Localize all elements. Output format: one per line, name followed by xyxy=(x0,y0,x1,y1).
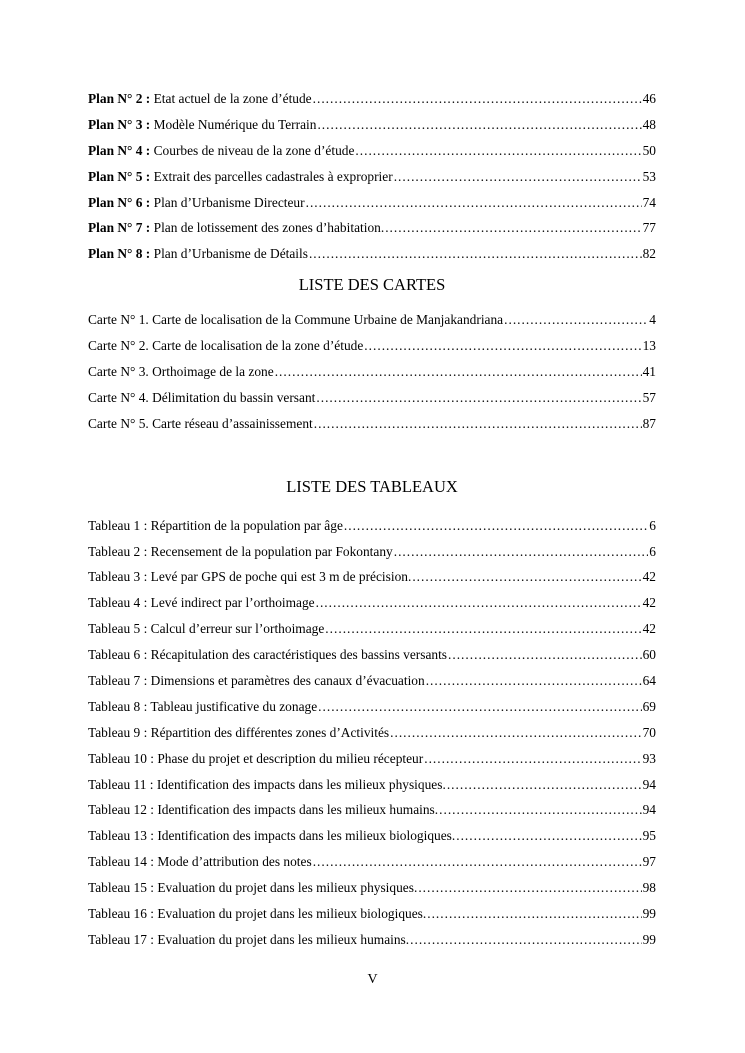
page-footer-number: V xyxy=(367,972,378,987)
tableau-title: Tableau 5 : Calcul d’erreur sur l’orthoimage xyxy=(88,621,325,637)
toc-entry-tableau[interactable] xyxy=(88,668,656,694)
tableau-title: Tableau 14 : Mode d’attribution des notes xyxy=(88,854,312,870)
leader-dots xyxy=(394,164,642,190)
page-number: 6 xyxy=(649,543,656,559)
leader-dots xyxy=(344,513,648,539)
carte-title: Carte N° 4. Délimitation du bassin versant xyxy=(88,389,316,405)
plan-prefix: Plan N° 3 : xyxy=(88,116,151,132)
leader-dots xyxy=(309,241,642,267)
tableau-title: Tableau 13 : Identification des impacts dans les milieux biologiques. xyxy=(88,828,456,844)
page-number: 53 xyxy=(642,168,656,184)
tableau-title: Tableau 3 : Levé par GPS de poche qui est 3 m de précision. xyxy=(88,569,412,585)
page-number: 64 xyxy=(642,673,656,689)
toc-entry-tableau[interactable] xyxy=(88,772,656,798)
plan-prefix: Plan N° 7 : xyxy=(88,220,151,236)
leader-dots xyxy=(355,138,641,164)
leader-dots xyxy=(316,590,642,616)
leader-dots xyxy=(390,720,641,746)
leader-dots xyxy=(427,901,641,927)
toc-entry-tableau[interactable] xyxy=(88,720,656,746)
toc-entry-plan[interactable] xyxy=(88,164,656,190)
leader-dots xyxy=(456,823,641,849)
leader-dots xyxy=(325,616,641,642)
leader-dots xyxy=(448,642,642,668)
tableaux-list xyxy=(88,513,656,953)
page-number: 94 xyxy=(642,776,656,792)
plan-title: Plan d’Urbanisme de Détails xyxy=(153,246,308,262)
tableau-title: Tableau 10 : Phase du projet et description du milieu récepteur xyxy=(88,750,424,766)
toc-entry-plan[interactable] xyxy=(88,190,656,216)
tableau-title: Tableau 4 : Levé indirect par l’orthoimage xyxy=(88,595,315,611)
leader-dots xyxy=(412,564,641,590)
page-number: 42 xyxy=(642,595,656,611)
toc-entry-plan[interactable] xyxy=(88,112,656,138)
page-number: 50 xyxy=(642,142,656,158)
toc-entry-tableau[interactable] xyxy=(88,590,656,616)
leader-dots xyxy=(317,112,641,138)
tableaux-heading: LISTE DES TABLEAUX xyxy=(286,476,458,496)
page-number: 87 xyxy=(642,415,656,431)
leader-dots xyxy=(316,385,641,411)
plan-prefix: Plan N° 4 : xyxy=(88,142,151,158)
leader-dots xyxy=(447,772,642,798)
leader-dots xyxy=(426,668,642,694)
page-number: 6 xyxy=(649,517,656,533)
plan-prefix: Plan N° 5 : xyxy=(88,168,151,184)
page-number: 13 xyxy=(642,338,656,354)
plan-prefix: Plan N° 2 : xyxy=(88,91,151,106)
leader-dots xyxy=(439,797,641,823)
plan-prefix: Plan N° 6 : xyxy=(88,194,151,210)
leader-dots xyxy=(394,539,649,565)
toc-entry-tableau[interactable] xyxy=(88,927,656,953)
toc-entry-tableau[interactable] xyxy=(88,694,656,720)
plan-title: Courbes de niveau de la zone d’étude xyxy=(153,142,355,158)
tableau-title: Tableau 15 : Evaluation du projet dans les milieux physiques. xyxy=(88,880,418,896)
page-number: 69 xyxy=(642,698,656,714)
toc-entry-plan[interactable] xyxy=(88,86,656,112)
toc-entry-carte[interactable] xyxy=(88,333,656,359)
plan-title: Modèle Numérique du Terrain xyxy=(153,116,317,132)
toc-entry-plan[interactable] xyxy=(88,215,656,241)
tableau-title: Tableau 11 : Identification des impacts dans les milieux physiques. xyxy=(88,776,446,792)
plan-title: Plan de lotissement des zones d’habitation. xyxy=(153,220,385,236)
carte-title: Carte N° 3. Orthoimage de la zone xyxy=(88,364,274,380)
plan-title: Etat actuel de la zone d’étude xyxy=(153,91,312,106)
toc-entry-tableau[interactable] xyxy=(88,564,656,590)
page-number: 46 xyxy=(642,91,656,106)
leader-dots xyxy=(504,307,648,333)
tableau-title: Tableau 1 : Répartition de la population par âge xyxy=(88,517,343,533)
tableau-title: Tableau 8 : Tableau justificative du zonage xyxy=(88,698,318,714)
toc-entry-tableau[interactable] xyxy=(88,797,656,823)
carte-title: Carte N° 1. Carte de localisation de la Commune Urbaine de Manjakandriana xyxy=(88,312,504,328)
tableau-title: Tableau 16 : Evaluation du projet dans les milieux biologiques. xyxy=(88,906,427,922)
leader-dots xyxy=(424,746,641,772)
toc-entry-carte[interactable] xyxy=(88,411,656,437)
page-number: 42 xyxy=(642,569,656,585)
carte-title: Carte N° 5. Carte réseau d’assainissement xyxy=(88,415,313,431)
leader-dots xyxy=(313,849,642,875)
leader-dots xyxy=(306,190,642,216)
page-number: 4 xyxy=(649,312,656,328)
page-number: 57 xyxy=(642,389,656,405)
tableau-title: Tableau 17 : Evaluation du projet dans les milieux humains. xyxy=(88,931,410,947)
tableau-title: Tableau 12 : Identification des impacts dans les milieux humains. xyxy=(88,802,439,818)
page-number: 60 xyxy=(642,647,656,663)
tableau-title: Tableau 6 : Récapitulation des caractéristiques des bassins versants xyxy=(88,647,448,663)
toc-entry-carte[interactable] xyxy=(88,385,656,411)
toc-entry-tableau[interactable] xyxy=(88,642,656,668)
page-number: 95 xyxy=(642,828,656,844)
toc-entry-tableau[interactable] xyxy=(88,875,656,901)
page-number: 99 xyxy=(642,906,656,922)
page-number: 98 xyxy=(642,880,656,896)
toc-entry-tableau[interactable] xyxy=(88,746,656,772)
page-number: 70 xyxy=(642,724,656,740)
page-number: 42 xyxy=(642,621,656,637)
toc-entry-tableau[interactable] xyxy=(88,823,656,849)
toc-entry-tableau[interactable] xyxy=(88,849,656,875)
leader-dots xyxy=(418,875,641,901)
plans-list xyxy=(88,86,656,267)
cartes-list xyxy=(88,307,656,436)
leader-dots xyxy=(364,333,641,359)
toc-entry-carte[interactable] xyxy=(88,359,656,385)
toc-entry-tableau[interactable] xyxy=(88,616,656,642)
leader-dots xyxy=(385,215,641,241)
leader-dots xyxy=(318,694,641,720)
carte-title: Carte N° 2. Carte de localisation de la zone d’étude xyxy=(88,338,364,354)
toc-entry-tableau[interactable] xyxy=(88,901,656,927)
toc-entry-plan[interactable] xyxy=(88,138,656,164)
leader-dots xyxy=(410,927,641,953)
leader-dots xyxy=(314,411,642,437)
tableau-title: Tableau 2 : Recensement de la population par Fokontany xyxy=(88,543,393,559)
page-number: 82 xyxy=(642,246,656,262)
cartes-heading: LISTE DES CARTES xyxy=(298,275,446,295)
page-number: 77 xyxy=(642,220,656,236)
page-number: 94 xyxy=(642,802,656,818)
toc-entry-plan[interactable] xyxy=(88,241,656,267)
tableau-title: Tableau 7 : Dimensions et paramètres des canaux d’évacuation xyxy=(88,673,425,689)
plan-title: Plan d’Urbanisme Directeur xyxy=(153,194,305,210)
page-number: 97 xyxy=(642,854,656,870)
page-number: 41 xyxy=(642,364,656,380)
toc-entry-tableau[interactable] xyxy=(88,539,656,565)
toc-entry-tableau[interactable] xyxy=(88,513,656,539)
page-number: 48 xyxy=(642,116,656,132)
page-number: 99 xyxy=(642,931,656,947)
leader-dots xyxy=(275,359,642,385)
tableau-title: Tableau 9 : Répartition des différentes zones d’Activités xyxy=(88,724,390,740)
document-page xyxy=(88,86,656,953)
toc-entry-carte[interactable] xyxy=(88,307,656,333)
plan-prefix: Plan N° 8 : xyxy=(88,246,151,262)
leader-dots xyxy=(313,86,642,112)
page-number: 74 xyxy=(642,194,656,210)
page-number: 93 xyxy=(642,750,656,766)
plan-title: Extrait des parcelles cadastrales à exproprier xyxy=(153,168,393,184)
